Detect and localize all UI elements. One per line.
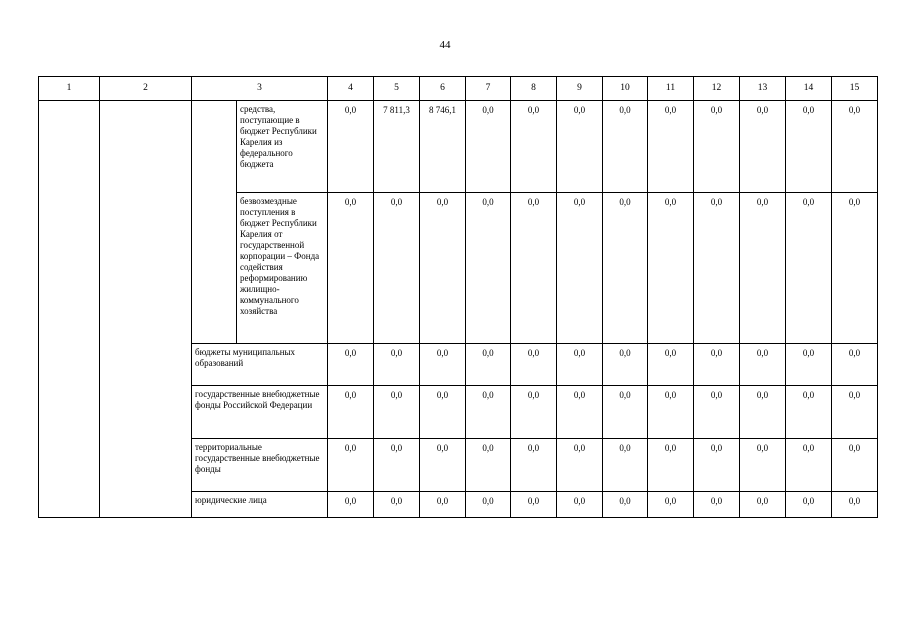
value-cell: 0,0 [740,492,786,518]
value-cell: 0,0 [511,193,557,344]
header-cell-4: 4 [328,77,374,101]
value-cell: 0,0 [511,101,557,193]
value-cell: 0,0 [557,492,603,518]
value-cell: 0,0 [648,492,694,518]
value-cell: 0,0 [466,492,511,518]
value-cell: 0,0 [374,193,420,344]
value-cell: 0,0 [694,193,740,344]
value-cell: 0,0 [648,439,694,492]
row-label: юридические лица [192,492,328,518]
value-cell: 0,0 [374,439,420,492]
value-cell: 0,0 [466,344,511,386]
value-cell: 8 746,1 [420,101,466,193]
header-cell-10: 10 [603,77,648,101]
budget-table [38,76,878,518]
value-cell: 0,0 [374,386,420,439]
empty-cell-col1 [39,101,100,518]
value-cell: 0,0 [328,439,374,492]
row-label: безвозмездные поступления в бюджет Республики Карелия от государственной корпорации – Фонда содействия реформированию жилищно-коммунального хозяйства [237,193,328,344]
row-label: средства, поступающие в бюджет Республики Карелия из федерального бюджета [237,101,328,193]
value-cell: 0,0 [648,101,694,193]
value-cell: 0,0 [740,439,786,492]
value-cell: 0,0 [694,344,740,386]
header-cell-1: 1 [39,77,100,101]
value-cell: 0,0 [557,193,603,344]
value-cell: 0,0 [557,101,603,193]
header-row [39,77,878,101]
header-cell-13: 13 [740,77,786,101]
value-cell: 0,0 [557,439,603,492]
value-cell: 0,0 [374,344,420,386]
value-cell: 0,0 [511,439,557,492]
value-cell: 0,0 [603,492,648,518]
value-cell: 0,0 [832,439,878,492]
value-cell: 0,0 [328,386,374,439]
value-cell: 0,0 [832,386,878,439]
value-cell: 0,0 [740,386,786,439]
value-cell: 0,0 [603,344,648,386]
value-cell: 0,0 [557,386,603,439]
header-cell-15: 15 [832,77,878,101]
value-cell: 0,0 [328,344,374,386]
header-cell-5: 5 [374,77,420,101]
value-cell: 0,0 [740,344,786,386]
value-cell: 0,0 [786,492,832,518]
header-cell-12: 12 [694,77,740,101]
value-cell: 0,0 [786,344,832,386]
value-cell: 0,0 [511,386,557,439]
empty-cell-col2 [100,101,192,518]
value-cell: 0,0 [832,492,878,518]
value-cell: 0,0 [328,193,374,344]
value-cell: 0,0 [603,193,648,344]
page-number: 44 [439,39,451,51]
header-cell-9: 9 [557,77,603,101]
value-cell: 0,0 [466,193,511,344]
empty-cell-col3 [192,101,237,344]
header-cell-8: 8 [511,77,557,101]
value-cell: 0,0 [420,386,466,439]
row-label: территориальные государственные внебюджетные фонды [192,439,328,492]
value-cell: 0,0 [466,386,511,439]
value-cell: 0,0 [832,344,878,386]
value-cell: 0,0 [511,492,557,518]
value-cell: 0,0 [740,101,786,193]
value-cell: 0,0 [557,344,603,386]
value-cell: 0,0 [832,193,878,344]
header-cell-3: 3 [192,77,328,101]
value-cell: 0,0 [603,101,648,193]
value-cell: 0,0 [648,344,694,386]
row-label: государственные внебюджетные фонды Российской Федерации [192,386,328,439]
value-cell: 0,0 [328,101,374,193]
value-cell: 0,0 [648,193,694,344]
value-cell: 0,0 [466,439,511,492]
header-cell-7: 7 [466,77,511,101]
table-row [39,101,878,193]
value-cell: 0,0 [832,101,878,193]
value-cell: 0,0 [420,492,466,518]
value-cell: 0,0 [648,386,694,439]
value-cell: 0,0 [786,101,832,193]
header-cell-2: 2 [100,77,192,101]
header-cell-14: 14 [786,77,832,101]
value-cell: 0,0 [420,344,466,386]
value-cell: 0,0 [420,439,466,492]
value-cell: 0,0 [420,193,466,344]
value-cell: 0,0 [603,386,648,439]
value-cell: 0,0 [694,439,740,492]
value-cell: 0,0 [374,492,420,518]
value-cell: 0,0 [466,101,511,193]
value-cell: 0,0 [786,439,832,492]
value-cell: 0,0 [694,386,740,439]
value-cell: 0,0 [740,193,786,344]
value-cell: 0,0 [786,193,832,344]
value-cell: 0,0 [694,492,740,518]
header-cell-11: 11 [648,77,694,101]
value-cell: 0,0 [694,101,740,193]
header-cell-6: 6 [420,77,466,101]
value-cell: 7 811,3 [374,101,420,193]
value-cell: 0,0 [603,439,648,492]
value-cell: 0,0 [511,344,557,386]
row-label: бюджеты муниципальных образований [192,344,328,386]
value-cell: 0,0 [786,386,832,439]
value-cell: 0,0 [328,492,374,518]
